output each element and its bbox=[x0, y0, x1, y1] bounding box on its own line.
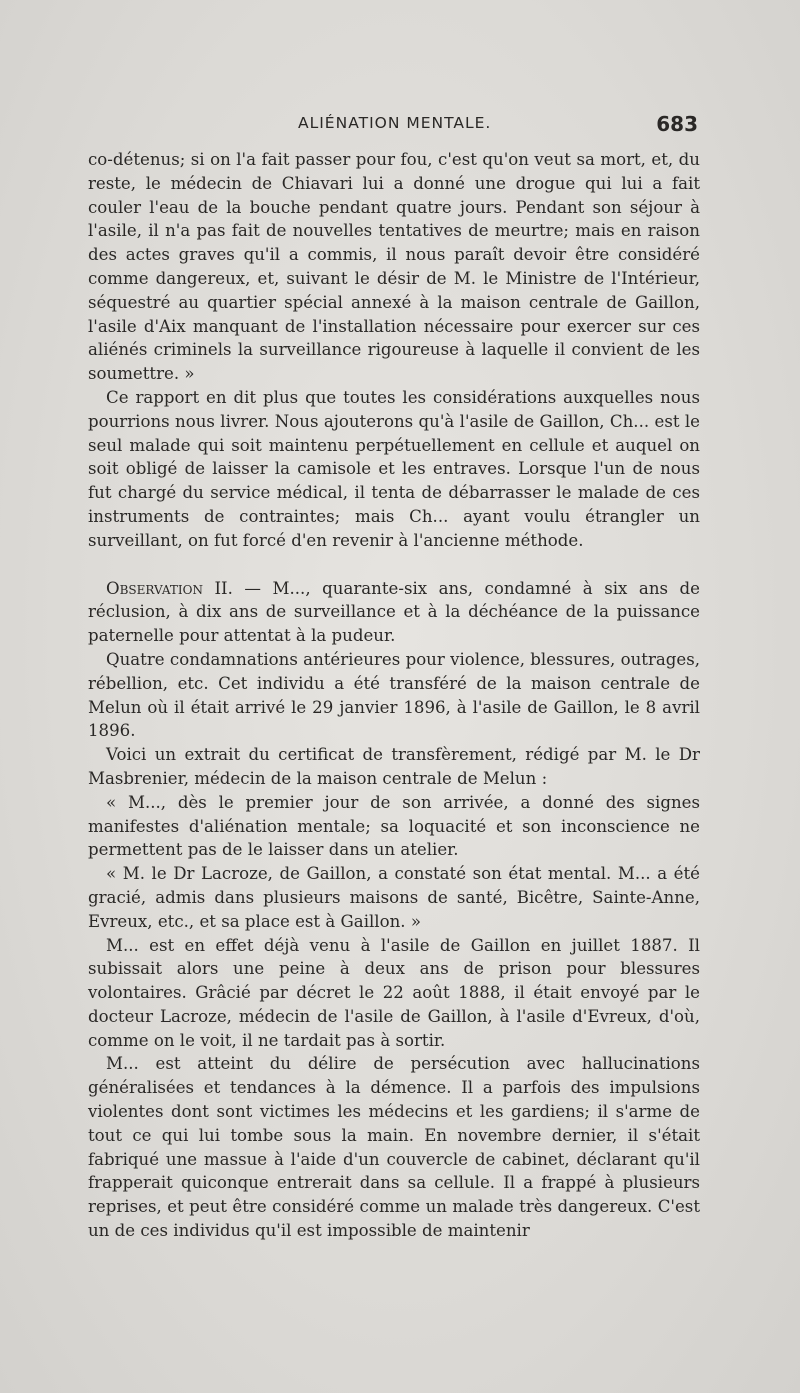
paragraph: Ce rapport en dit plus que toutes les considérations auxquelles nous pourrions nous livrer. Nous ajouterons qu'à l'asile de Gaillon, Ch... est le seul malade qui soit maintenu perpétuellement en cellule et auquel on soit obligé de laisser la camisole et les entraves. Lorsque l'un de nous fut chargé du service médical, il tenta de débarrasser le malade de ces instruments de contraintes; mais Ch... ayant voulu étrangler un surveillant, on fut forcé d'en revenir à l'ancienne méthode. bbox=[88, 387, 700, 550]
observation-paragraph bbox=[88, 577, 700, 648]
observation-text: — M..., quarante-six ans, condamné à six ans de réclusion, à dix ans de surveillance et à la déchéance de la puissance paternelle pour attentat à la pudeur. bbox=[88, 578, 700, 646]
paragraph: M... est atteint du délire de persécution avec hallucinations généralisées et tendances à la démence. Il a parfois des impulsions violentes dont sont victimes les médecins et les gardiens; il s'arme de tout ce qui lui tombe sous la main. En novembre dernier, il s'était fabriqué une massue à l'aide d'un couvercle de cabinet, déclarant qu'il frapperait quiconque entrerait dans sa cellule. Il a frappé à plusieurs reprises, et peut être considéré comme un malade très dangereux. C'est un de ces individus qu'il est impossible de maintenir bbox=[88, 1054, 700, 1241]
paragraph: Voici un extrait du certificat de transfèrement, rédigé par M. le Dr Masbrenier, médecin de la maison centrale de Melun : bbox=[88, 745, 700, 788]
page-number: 683 bbox=[656, 112, 698, 136]
body-text bbox=[88, 148, 700, 1243]
observation-label: Observation II. bbox=[106, 578, 233, 598]
paragraph: co-détenus; si on l'a fait passer pour fou, c'est qu'on veut sa mort, et, du reste, le médecin de Chiavari lui a donné une drogue qui lui a fait couler l'eau de la bouche pendant quatre jours. Pendant son séjour à l'asile, il n'a pas fait de nouvelles tentatives de meurtre; mais en raison des actes graves qu'il a commis, il nous paraît devoir être considéré comme dangereux, et, suivant le désir de M. le Ministre de l'Intérieur, séquestré au quartier spécial annexé à la maison centrale de Gaillon, l'asile d'Aix manquant de l'installation nécessaire pour exercer sur ces aliénés criminels la surveillance rigoureuse à laquelle il convient de les soumettre. » bbox=[88, 150, 700, 384]
running-title: ALIÉNATION MENTALE. bbox=[298, 114, 492, 132]
quoted-paragraph: « M. le Dr Lacroze, de Gaillon, a constaté son état mental. M... a été gracié, admis dans plusieurs maisons de santé, Bicêtre, Sainte-Anne, Evreux, etc., et sa place est à Gaillon. » bbox=[88, 864, 700, 931]
quoted-paragraph: « M..., dès le premier jour de son arrivée, a donné des signes manifestes d'aliénation mentale; sa loquacité et son inconscience ne permettent pas de le laisser dans un atelier. bbox=[88, 792, 700, 860]
page-header bbox=[88, 114, 698, 140]
paragraph: M... est en effet déjà venu à l'asile de Gaillon en juillet 1887. Il subissait alors une peine à deux ans de prison pour blessures volontaires. Grâcié par décret le 22 août 1888, il était envoyé par le docteur Lacroze, médecin de l'asile de Gaillon, à l'asile d'Evreux, d'où, comme on le voit, il ne tardait pas à sortir. bbox=[88, 935, 700, 1050]
paragraph: Quatre condamnations antérieures pour violence, blessures, outrages, rébellion, etc. Cet individu a été transféré de la maison centrale de Melun où il était arrivé le 29 janvier 1896, à l'asile de Gaillon, le 8 avril 1896. bbox=[88, 649, 700, 741]
